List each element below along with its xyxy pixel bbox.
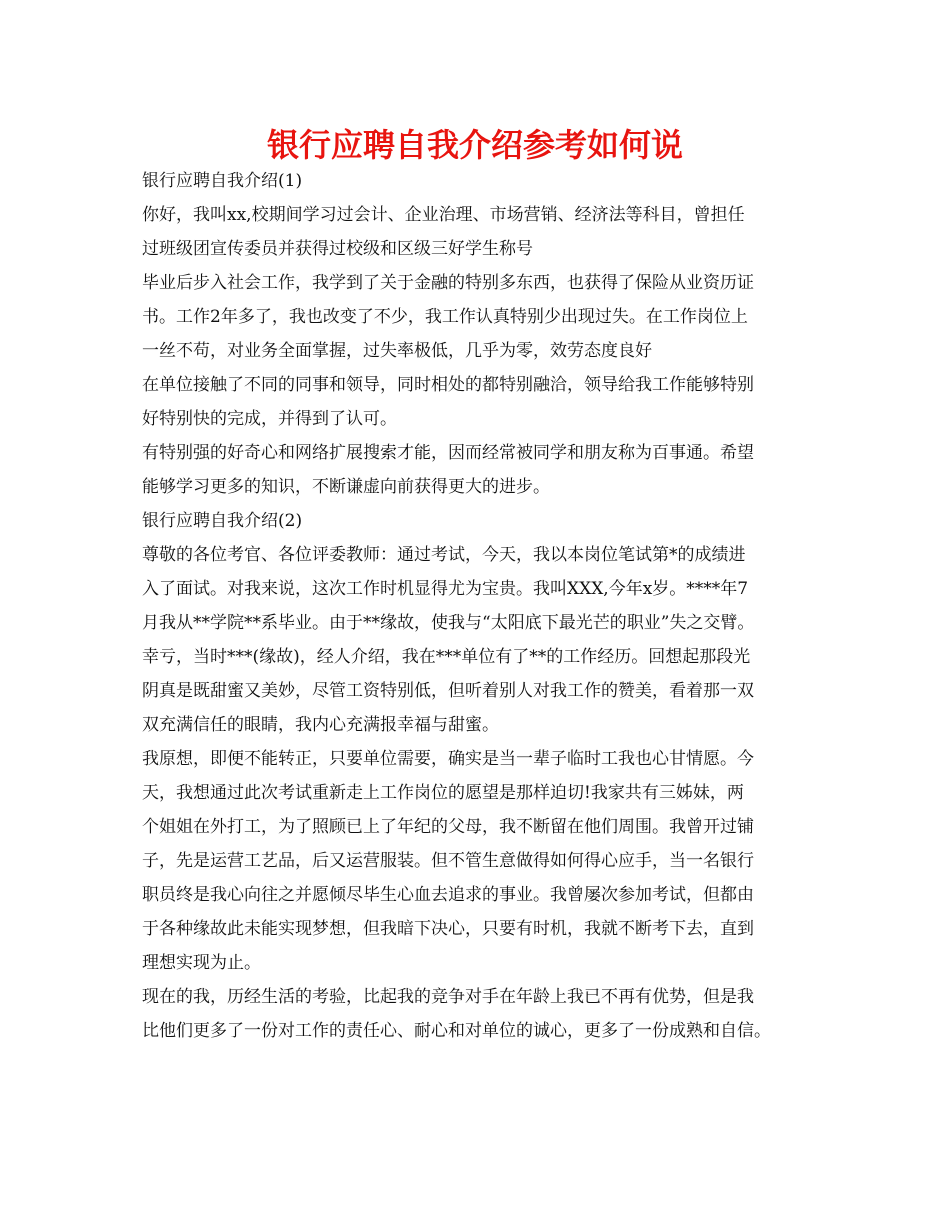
text-line: 入了面试。对我来说，这次工作时机显得尤为宝贵。我叫XXX,今年x岁。****年7 [142, 579, 749, 599]
text-line: 阴真是既甜蜜又美妙，尽管工资特别低，但听着别人对我工作的赞美，看着那一双 [142, 681, 754, 701]
text-line: 幸亏，当时***(缘故)，经人介绍，我在***单位有了**的工作经历。回想起那段光 [142, 647, 751, 667]
text-line: 好特别快的完成，并得到了认可。 [142, 409, 397, 429]
text-line: 在单位接触了不同的同事和领导，同时相处的都特别融洽，领导给我工作能够特别 [142, 375, 754, 395]
document-body [142, 164, 822, 1048]
text-line: 一丝不苟，对业务全面掌握，过失率极低，几乎为零，效劳态度良好 [142, 341, 652, 361]
text-line: 银行应聘自我介绍(1) [142, 171, 303, 191]
text-line: 毕业后步入社会工作，我学到了关于金融的特别多东西，也获得了保险从业资历证 [142, 273, 754, 293]
text-line: 职员终是我心向往之并愿倾尽毕生心血去追求的事业。我曾屡次参加考试，但都由 [142, 885, 754, 905]
text-line: 尊敬的各位考官、各位评委教师：通过考试，今天，我以本岗位笔试第*的成绩进 [142, 545, 746, 565]
text-line: 书。工作2年多了，我也改变了不少，我工作认真特别少出现过失。在工作岗位上 [142, 307, 748, 327]
text-line: 我原想，即便不能转正，只要单位需要，确实是当一辈子临时工我也心甘情愿。今 [142, 749, 754, 769]
text-line: 能够学习更多的知识，不断谦虚向前获得更大的进步。 [142, 477, 550, 497]
text-line: 过班级团宣传委员并获得过校级和区级三好学生称号 [142, 239, 533, 259]
text-line: 于各种缘故此未能实现梦想，但我暗下决心，只要有时机，我就不断考下去，直到 [142, 919, 754, 939]
text-line: 你好，我叫xx,校期间学习过会计、企业治理、市场营销、经济法等科目，曾担任 [142, 205, 745, 225]
text-line: 银行应聘自我介绍(2) [142, 511, 303, 531]
text-line: 个姐姐在外打工，为了照顾已上了年纪的父母，我不断留在他们周围。我曾开过铺 [142, 817, 754, 837]
text-line: 现在的我，历经生活的考验，比起我的竞争对手在年龄上我已不再有优势，但是我 [142, 987, 754, 1007]
text-line: 子，先是运营工艺品，后又运营服装。但不管生意做得如何得心应手，当一名银行 [142, 851, 754, 871]
text-line: 有特别强的好奇心和网络扩展搜索才能，因而经常被同学和朋友称为百事通。希望 [142, 443, 754, 463]
text-line: 月我从**学院**系毕业。由于**缘故，使我与“太阳底下最光芒的职业”失之交臂。 [142, 613, 755, 633]
text-line: 理想实现为止。 [142, 953, 261, 973]
text-line: 天，我想通过此次考试重新走上工作岗位的愿望是那样迫切!我家共有三姊妹，两 [142, 783, 744, 803]
document-title: 银行应聘自我介绍参考如何说 [266, 126, 683, 164]
text-line: 比他们更多了一份对工作的责任心、耐心和对单位的诚心，更多了一份成熟和自信。 [142, 1021, 771, 1041]
text-line: 双充满信任的眼睛，我内心充满报幸福与甜蜜。 [142, 715, 499, 735]
